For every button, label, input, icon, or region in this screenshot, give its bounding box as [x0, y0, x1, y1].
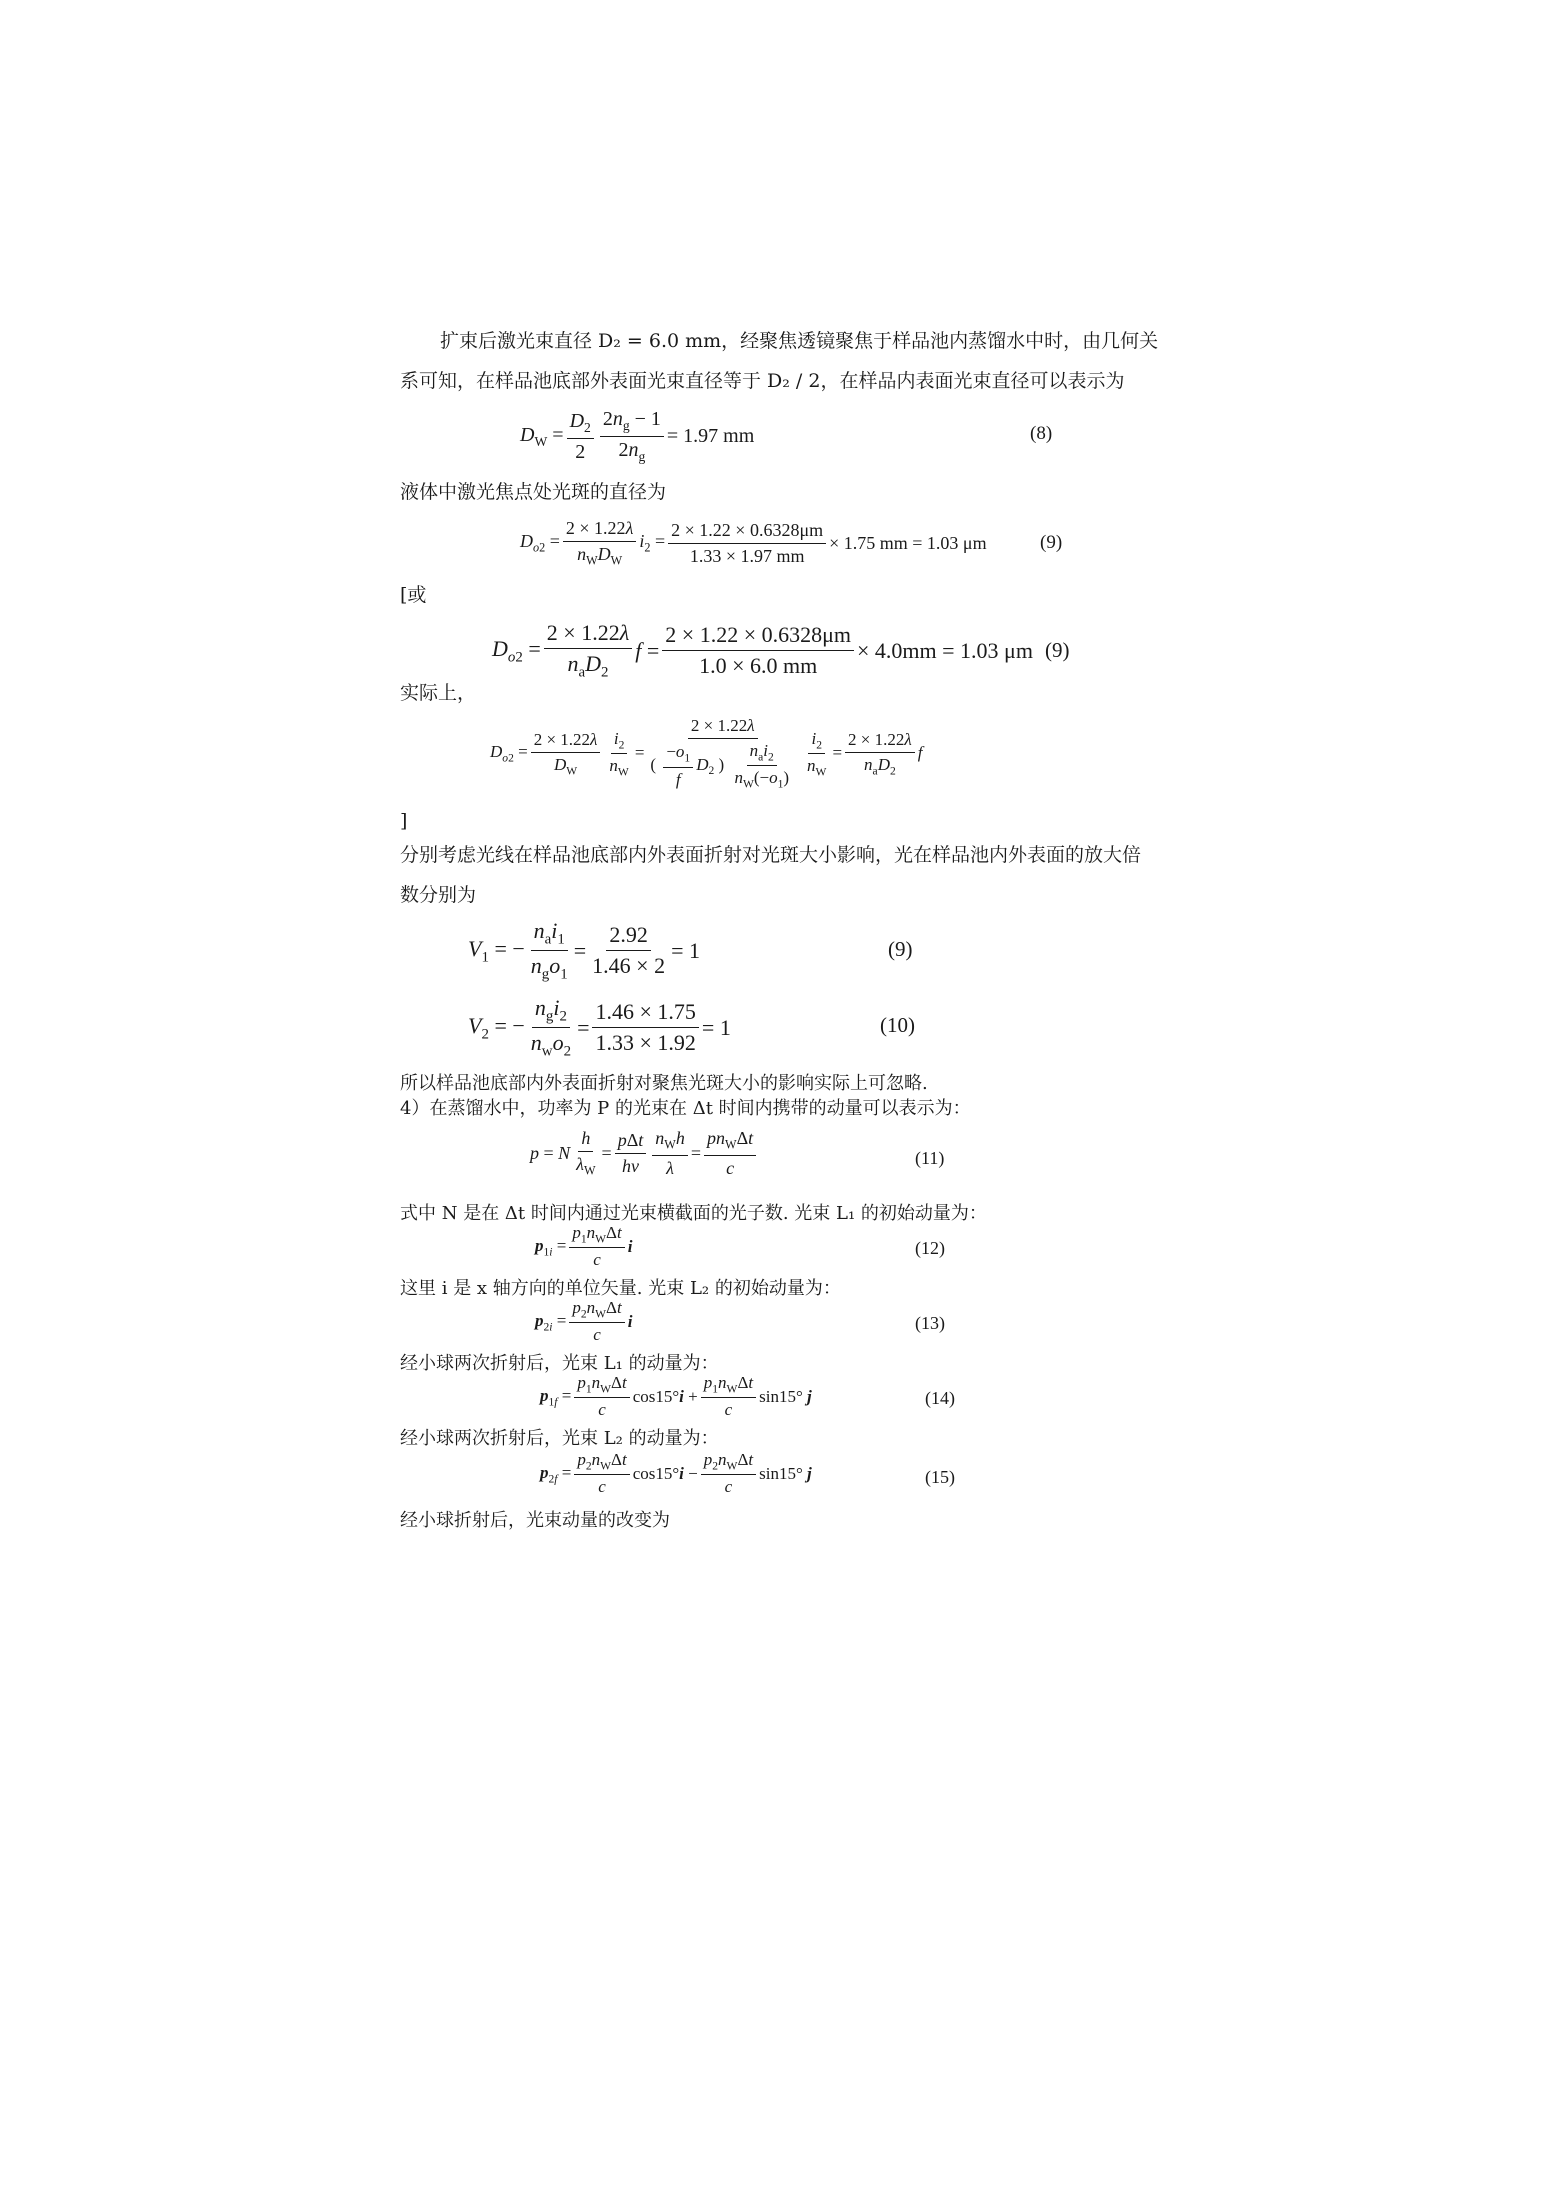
equation-number-14: (14) — [925, 1388, 955, 1408]
paragraph-3-line-1: 分别考虑光线在样品池底部内外表面折射对光斑大小影响，光在样品池内外表面的放大倍 — [400, 844, 1142, 866]
equation-number-15: (15) — [925, 1467, 955, 1487]
equation-number-11: (11) — [915, 1148, 945, 1168]
equation-number-10: (10) — [880, 1013, 915, 1037]
actual-label: 实际上， — [400, 682, 477, 704]
equation-number-9a: (9) — [1040, 532, 1063, 553]
equation-11: p = N $\frac{h}{\lambda_W}$ = $\frac{\text{pΔt}}{h\nu}$ $\frac{n_Wh}{\lambda}$ = $\frac{pn_W\Delta t}{c}$ — [530, 1128, 759, 1179]
or-bracket-open: [或 — [400, 584, 427, 606]
dw-result: = 1.97 mm — [666, 425, 755, 447]
equation-v2: $V_2$ = − $\frac{n_gi_2}{n_wo_2}$ = $\frac{1.46 \times 1.75}{1.33 \times 1.92}$ = 1 — [468, 995, 731, 1060]
paragraph-10: 经小球折射后，光束动量的改变为 — [400, 1510, 670, 1531]
equation-actual: $D_{o2}$ = $\frac{2 \times 1.22\lambda}{D_W}$ $\frac{i_2}{n_W}$ = 2 × 1.22λ ( $\frac{-o_1}{f}$ $D_2$ ) $\frac{n_ai_2}{n_W(-o_1)}$ $\frac{i_2}{n_W}$ = $\frac{2 \times 1.22\lambda}{n_aD_2}$ f — [490, 716, 923, 791]
equation-number-8: (8) — [1030, 423, 1053, 444]
equation-9b: $D_{o2}$ = $\frac{2 \times 1.22\lambda}{n_aD_2}$ f = $\frac{2 \times 1.22 \times 0.6328\mu m}{1.0 \times 6.0 mm}$ × 4.0mm = 1.03 μm — [492, 620, 1033, 681]
v1-result: = 1 — [671, 937, 700, 963]
paragraph-1-line-2: 系可知，在样品池底部外表面光束直径等于 D₂ / 2，在样品内表面光束直径可以表示为 — [400, 370, 1125, 392]
paragraph-5: 4）在蒸馏水中，功率为 P 的光束在 Δt 时间内携带的动量可以表示为： — [400, 1098, 971, 1119]
do2-result: × 1.75 mm = 1.03 μm — [829, 532, 987, 553]
equation-13: $p_{2i}$ = $\frac{p_2n_W\Delta t}{c}$ i — [535, 1298, 633, 1345]
v2-result: = 1 — [701, 1014, 731, 1040]
do2b-result: × 4.0mm = 1.03 μm — [857, 637, 1033, 663]
equation-15: $p_{2f}$ = $\frac{p_2n_W\Delta t}{c}$ cos15°i − $\frac{p_2n_W\Delta t}{c}$ sin15° j — [540, 1450, 812, 1497]
paragraph-3-line-2: 数分别为 — [400, 884, 477, 906]
paragraph-9: 经小球两次折射后，光束 L₂ 的动量为： — [400, 1428, 719, 1449]
paragraph-4: 所以样品池底部内外表面折射对聚焦光斑大小的影响实际上可忽略. — [400, 1073, 928, 1094]
equation-14: $p_{1f}$ = $\frac{p_1n_W\Delta t}{c}$ cos15°i + $\frac{p_1n_W\Delta t}{c}$ sin15° j — [540, 1373, 812, 1420]
equation-v1: $V_1$ = − $\frac{n_ai_1}{n_go_1}$ = $\frac{2.92}{1.46 \times 2}$ = 1 — [468, 918, 700, 983]
paragraph-7: 这里 i 是 x 轴方向的单位矢量. 光束 L₂ 的初始动量为： — [400, 1278, 841, 1299]
equation-number-13: (13) — [915, 1313, 945, 1333]
bracket-close: ] — [400, 810, 408, 832]
equation-12: $p_{1i}$ = $\frac{p_1n_W\Delta t}{c}$ i — [535, 1223, 633, 1270]
equation-8: $D_W$ = $\frac{D_2}{2}$ $\frac{2n_g - 1}{2n_g}$ = 1.97 mm — [520, 408, 755, 464]
paragraph-8: 经小球两次折射后，光束 L₁ 的动量为： — [400, 1353, 719, 1374]
paragraph-2: 液体中激光焦点处光斑的直径为 — [400, 481, 667, 503]
equation-number-9b: (9) — [1045, 638, 1070, 662]
equation-9a: $D_{o2}$ = $\frac{2 \times 1.22\lambda}{n_WD_W}$ $i_2$ = $\frac{2 \times 1.22 \times 0.6328\mu m}{1.33 \times 1.97 mm}$ × 1.75 mm = 1.03 μm — [520, 518, 987, 568]
equation-number-12: (12) — [915, 1238, 945, 1258]
equation-number-9c: (9) — [888, 937, 913, 961]
paragraph-1-line-1: 扩束后激光束直径 D₂ = 6.0 mm，经聚焦透镜聚焦于样品池内蒸馏水中时，由几何关 — [440, 330, 1159, 352]
paragraph-6: 式中 N 是在 Δt 时间内通过光束横截面的光子数. 光束 L₁ 的初始动量为： — [400, 1203, 987, 1224]
